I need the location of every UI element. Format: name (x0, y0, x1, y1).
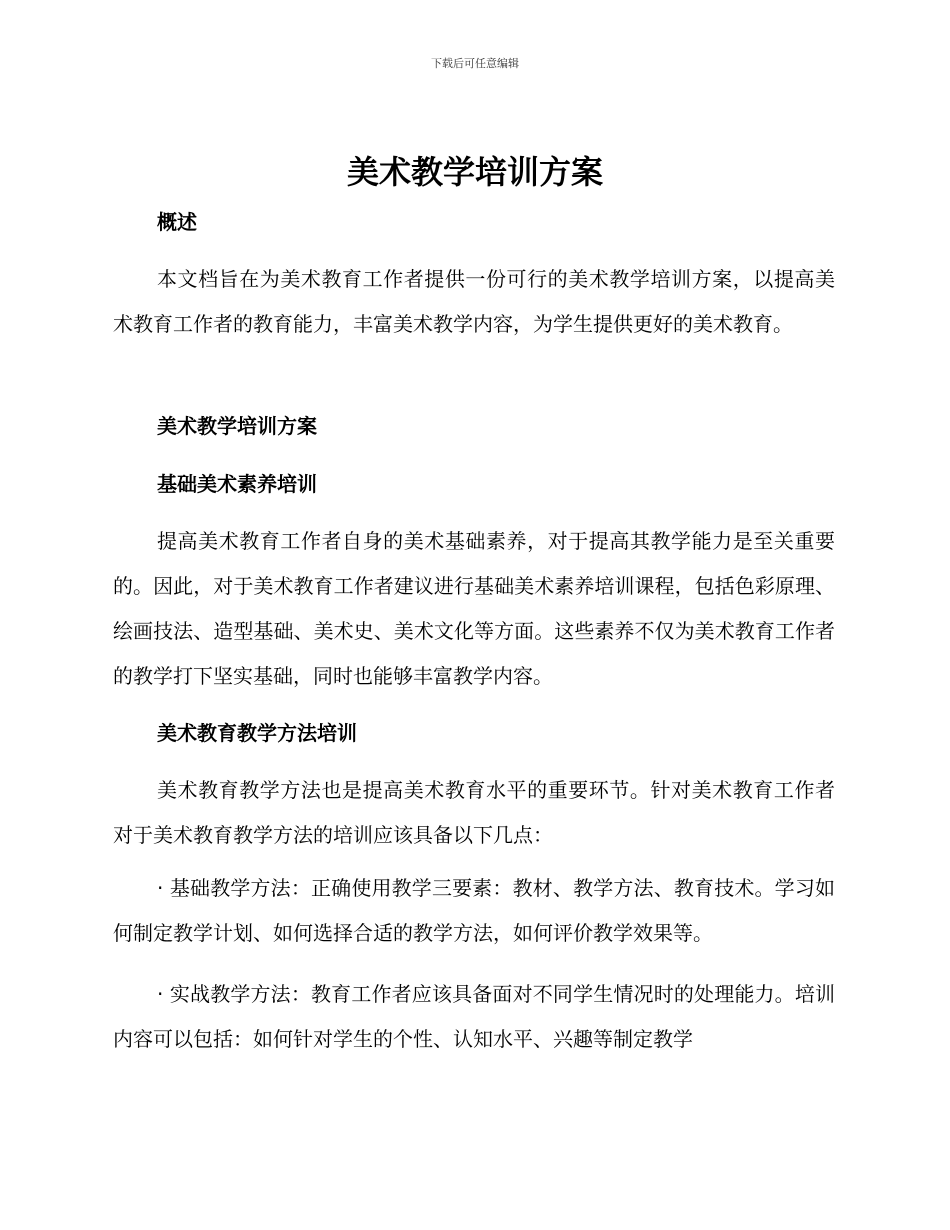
header-note: 下载后可任意编辑 (431, 57, 519, 70)
document-title: 美术教学培训方案 (346, 153, 603, 191)
bullet-basic-teaching-method: · 基础教学方法：正确使用教学三要素：教材、教学方法、教育技术。学习如何制定教学计划、如何选择合适的教学方法，如何评价教学效果等。 (113, 876, 835, 945)
bullet-practical-teaching-method: · 实战教学方法：教育工作者应该具备面对不同学生情况时的处理能力。培训内容可以包括：如何针对学生的个性、认知水平、兴趣等制定教学 (113, 982, 835, 1051)
section-heading-overview: 概述 (157, 210, 197, 234)
paragraph-teaching-method: 美术教育教学方法也是提高美术教育水平的重要环节。针对美术教育工作者对于美术教育教学方法的培训应该具备以下几点： (113, 778, 835, 847)
section-heading-basic-literacy: 基础美术素养培训 (157, 472, 317, 496)
section-heading-teaching-method: 美术教育教学方法培训 (157, 721, 357, 745)
section-heading-plan: 美术教学培训方案 (157, 414, 317, 438)
paragraph-basic-literacy: 提高美术教育工作者自身的美术基础素养，对于提高其教学能力是至关重要的。因此，对于美术教育工作者建议进行基础美术素养培训课程，包括色彩原理、绘画技法、造型基础、美术史、美术文化等方面。这些素养不仅为美术教育工作者的教学打下坚实基础，同时也能够丰富教学内容。 (113, 529, 835, 688)
paragraph-overview: 本文档旨在为美术教育工作者提供一份可行的美术教学培训方案，以提高美术教育工作者的教育能力，丰富美术教学内容，为学生提供更好的美术教育。 (113, 267, 835, 336)
